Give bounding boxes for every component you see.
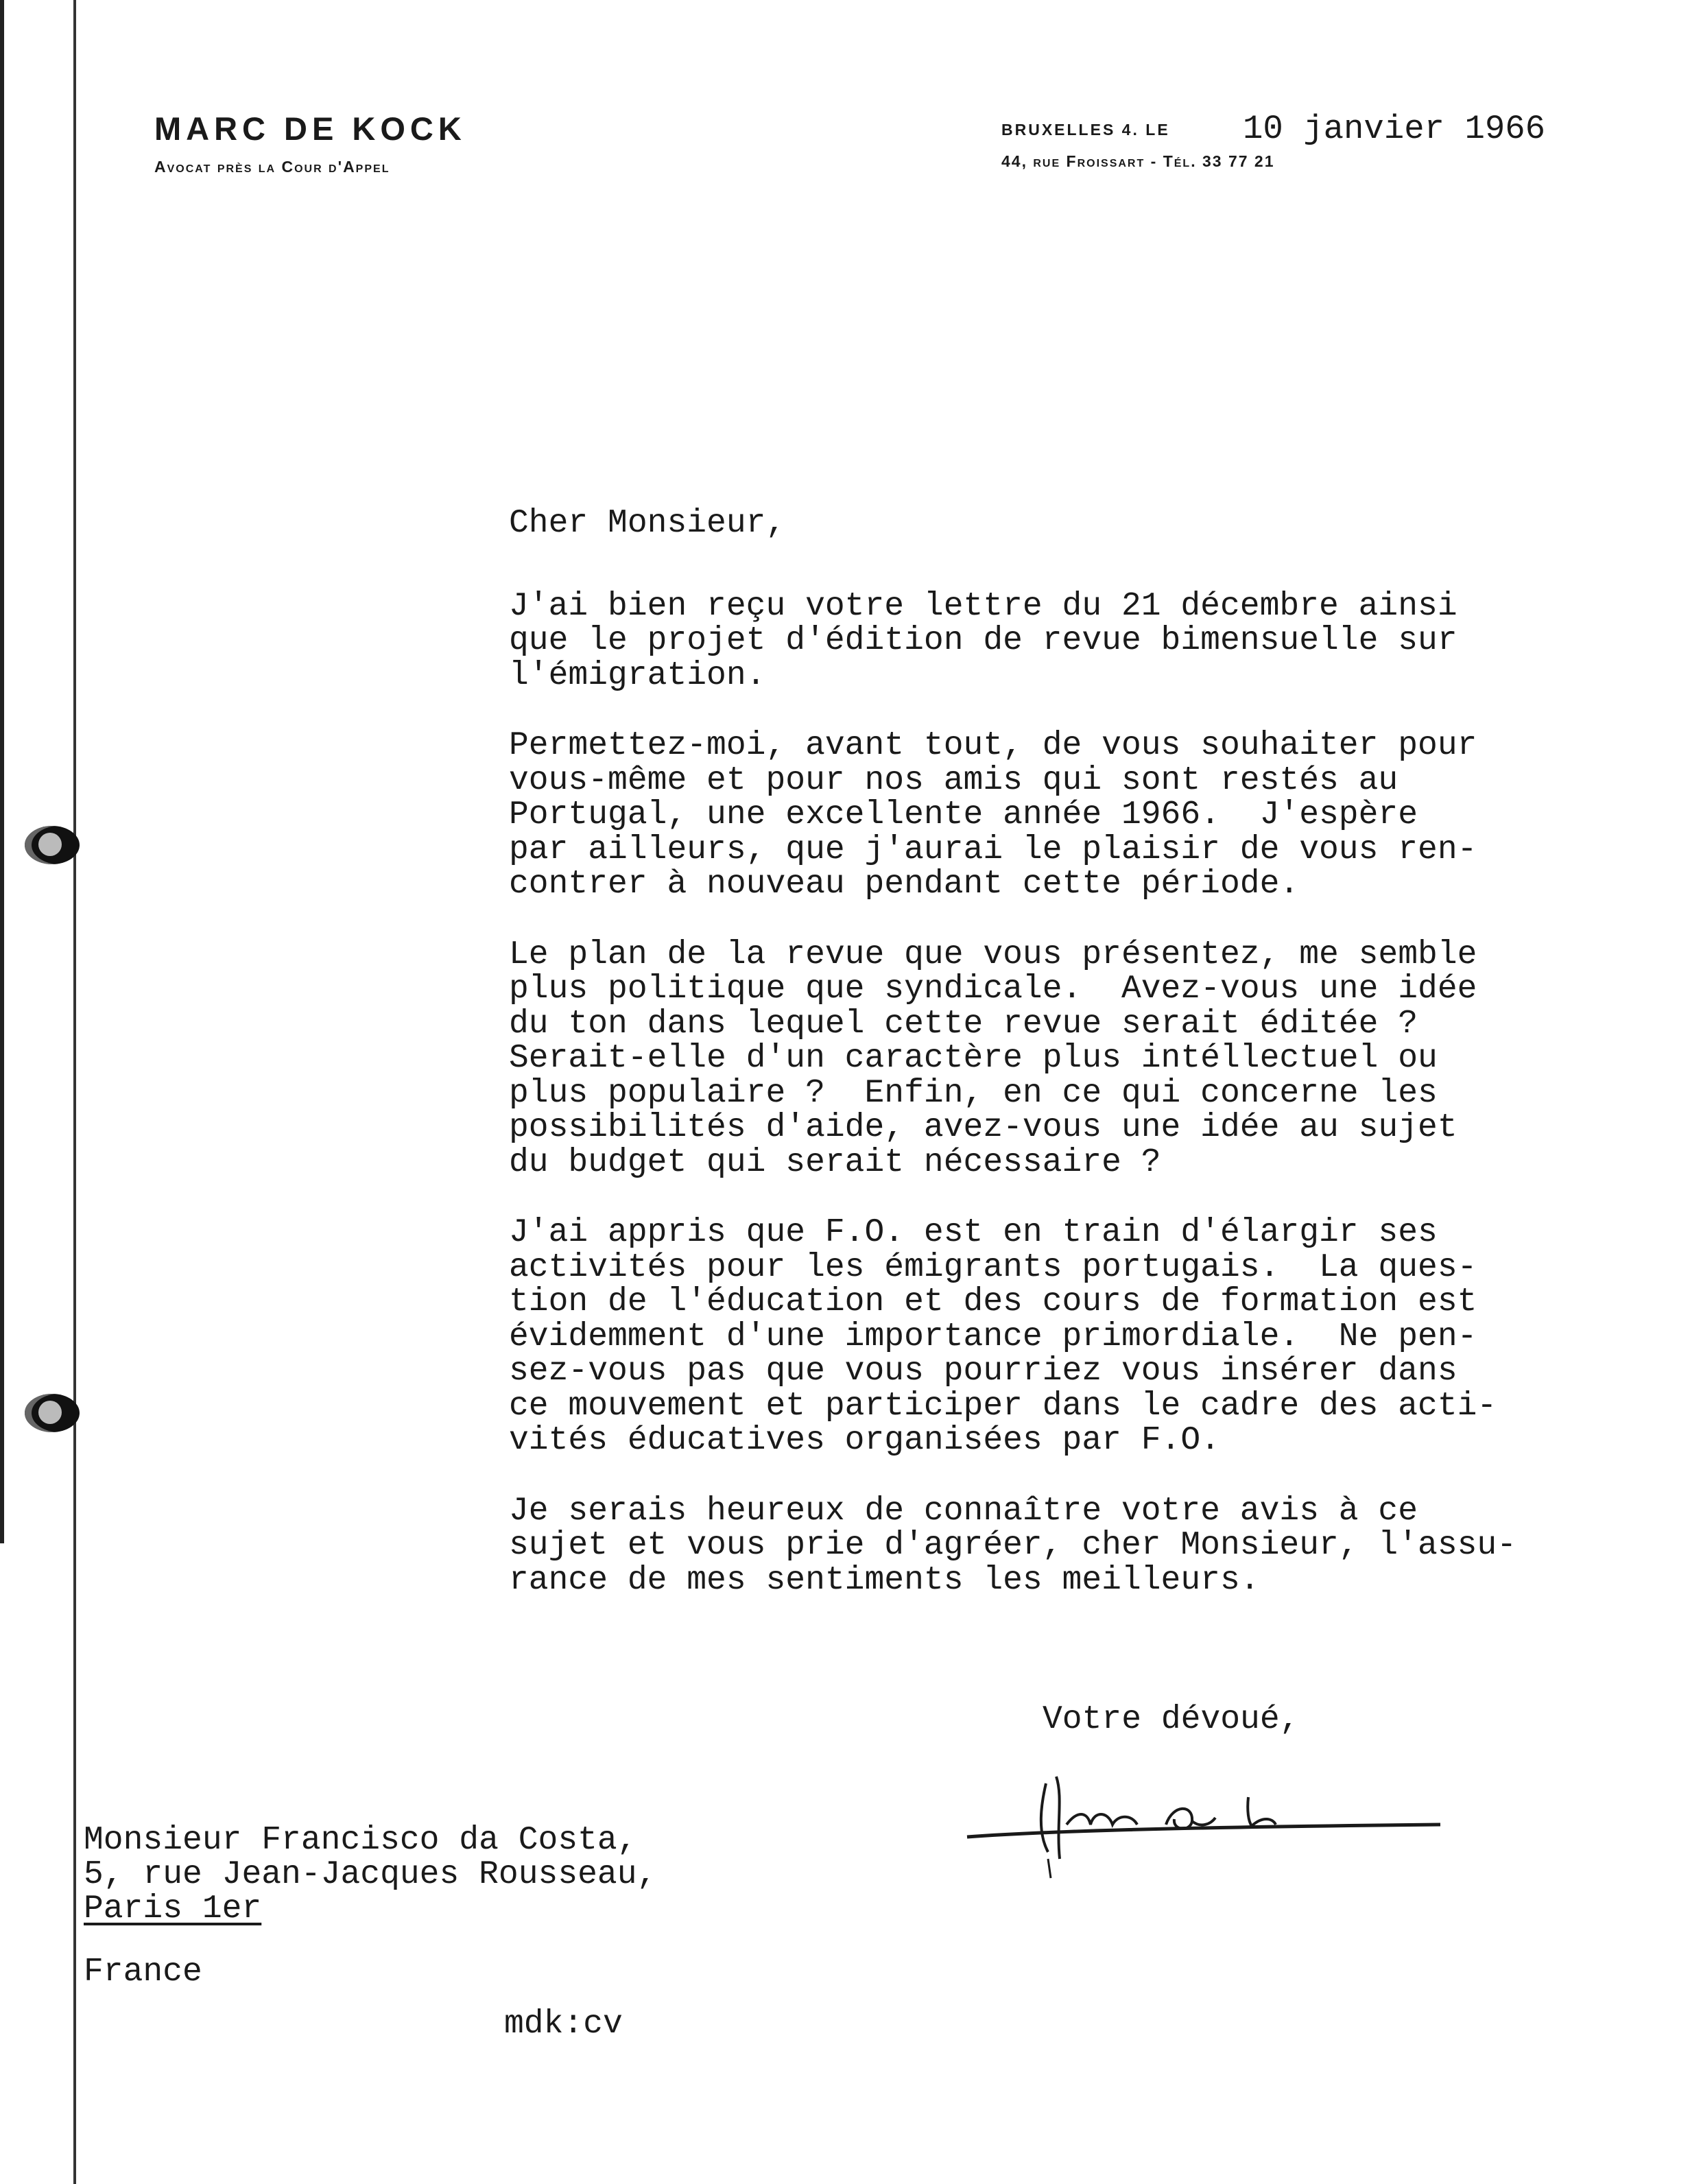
paragraph xyxy=(509,589,1620,693)
recipient-street: 5, rue Jean-Jacques Rousseau, xyxy=(84,1856,657,1893)
paragraph-line: Serait-elle d'un caractère plus intéllectuel ou xyxy=(509,1040,1438,1077)
letterhead-title: Avocat près la Cour d'Appel xyxy=(154,158,390,176)
paragraph-line: tion de l'éducation et des cours de formation est xyxy=(509,1283,1477,1320)
paragraph-line: sez-vous pas que vous pourriez vous insérer dans xyxy=(509,1353,1457,1390)
closing: Votre dévoué, xyxy=(1043,1701,1300,1738)
letter-date: 10 janvier 1966 xyxy=(1243,110,1546,148)
punch-hole-icon xyxy=(25,826,80,864)
paragraph-line: l'émigration. xyxy=(509,656,766,694)
paragraph-line: que le projet d'édition de revue bimensuelle sur xyxy=(509,622,1457,659)
recipient-city: Paris 1er xyxy=(84,1890,262,1927)
paragraph xyxy=(509,938,1620,1180)
paragraph-line: Le plan de la revue que vous présentez, me semble xyxy=(509,936,1477,973)
binder-edge-line xyxy=(0,0,4,1543)
paragraph-line: plus politique que syndicale. Avez-vous une idée xyxy=(509,971,1477,1008)
letterhead-name: MARC DE KOCK xyxy=(154,110,466,147)
paragraph-line: sujet et vous prie d'agréer, cher Monsieur, l'assu- xyxy=(509,1527,1517,1564)
paragraph-line: activités pour les émigrants portugais. La ques- xyxy=(509,1248,1477,1286)
paragraph-line: contrer à nouveau pendant cette période. xyxy=(509,866,1300,903)
paragraph-line: Je serais heureux de connaître votre avis à ce xyxy=(509,1492,1418,1530)
letterhead-city xyxy=(1001,121,1170,139)
reference-initials: mdk:cv xyxy=(504,2006,623,2043)
paragraph-line: rance de mes sentiments les meilleurs. xyxy=(509,1561,1260,1599)
paragraph-line: plus populaire ? Enfin, en ce qui concerne les xyxy=(509,1074,1438,1112)
paragraph xyxy=(509,1494,1620,1598)
paragraph-line: ce mouvement et participer dans le cadre des acti- xyxy=(509,1387,1497,1425)
paragraph-line: Portugal, une excellente année 1966. J'espère xyxy=(509,796,1418,833)
recipient-name: Monsieur Francisco da Costa, xyxy=(84,1822,637,1859)
letterhead-street: 44, rue Froissart - Tél. 33 77 21 xyxy=(1001,152,1275,170)
punch-hole-icon xyxy=(25,1394,80,1432)
recipient-country: France xyxy=(84,1954,202,1991)
letter-body xyxy=(509,506,1620,1633)
le-text: LE xyxy=(1145,121,1170,139)
paragraph-line: vités éducatives organisées par F.O. xyxy=(509,1422,1220,1459)
paragraph-line: possibilités d'aide, avez-vous une idée au sujet xyxy=(509,1109,1457,1146)
paragraph-line: évidemment d'une importance primordiale. Ne pen- xyxy=(509,1318,1477,1355)
salutation: Cher Monsieur, xyxy=(509,505,786,542)
city-text: BRUXELLES 4. xyxy=(1001,121,1139,139)
recipient-address xyxy=(84,1823,656,1926)
paragraph-line: J'ai bien reçu votre lettre du 21 décembre ainsi xyxy=(509,587,1457,625)
handwritten-signature xyxy=(960,1756,1475,1879)
paragraph-line: par ailleurs, que j'aurai le plaisir de vous ren- xyxy=(509,831,1477,868)
paragraph-line: Permettez-moi, avant tout, de vous souhaiter pour xyxy=(509,727,1477,764)
paragraph-line: J'ai appris que F.O. est en train d'élargir ses xyxy=(509,1214,1438,1251)
paragraph xyxy=(509,1215,1620,1458)
paragraph-line: vous-même et pour nos amis qui sont restés au xyxy=(509,761,1399,799)
paragraph-line: du budget qui serait nécessaire ? xyxy=(509,1143,1161,1181)
paragraph-line: du ton dans lequel cette revue serait éditée ? xyxy=(509,1005,1418,1043)
paragraph xyxy=(509,728,1620,902)
margin-line xyxy=(73,0,76,2184)
